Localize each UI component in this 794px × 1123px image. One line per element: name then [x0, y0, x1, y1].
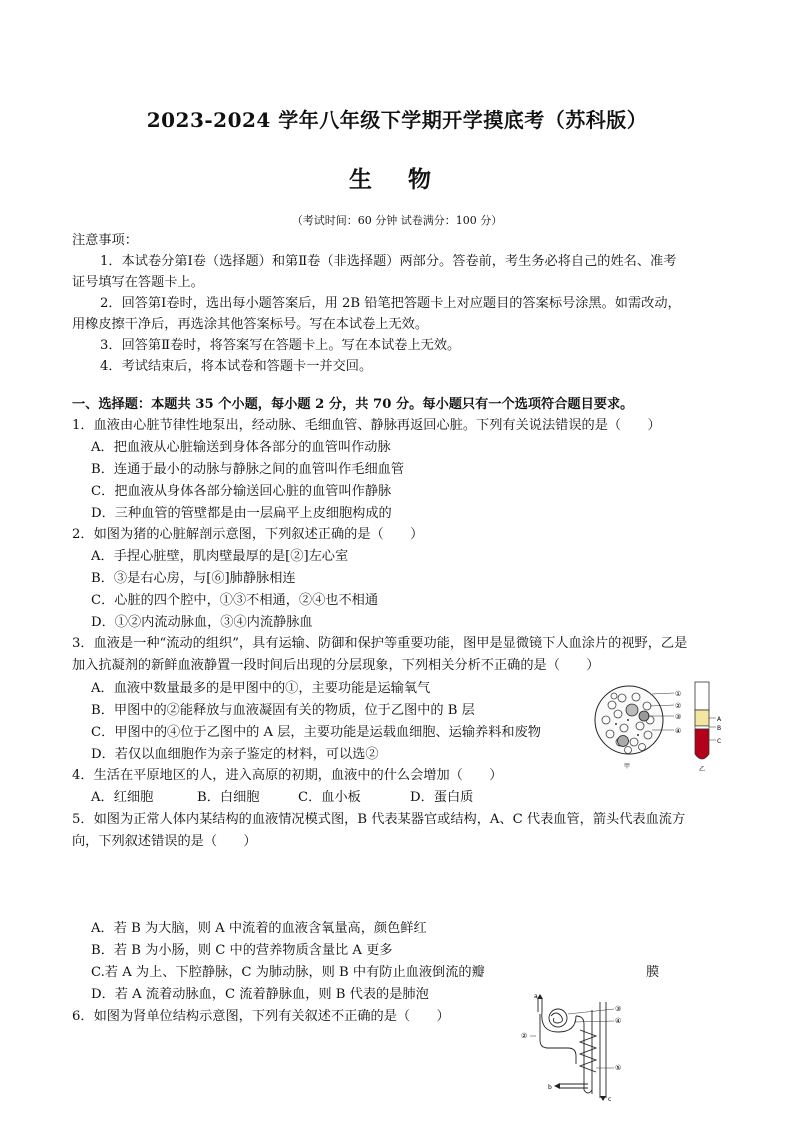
q4-option-c: C．血小板	[298, 790, 361, 805]
nephron-label-2: ②	[521, 1032, 528, 1040]
blood-figure	[592, 680, 727, 772]
q5-option-b: B．若 B 为小肠，则 C 中的营养物质含量比 A 更多	[91, 943, 393, 958]
nephron-label-b: b	[548, 1084, 552, 1091]
q2-option-c: C．心脏的四个腔中，①③不相通，②④也不相通	[91, 593, 379, 608]
q3-stem-line-1: 3．血液是一种“流动的组织”，具有运输、防御和保护等重要功能，图甲是显微镜下人血涂片的视野，乙是	[72, 636, 688, 651]
test-tube-diagram	[695, 682, 722, 772]
q5-option-a: A．若 B 为大脑，则 A 中流着的血液含氧量高，颜色鲜红	[91, 921, 427, 936]
smear-label-3: ③	[675, 713, 682, 721]
q5-option-c: C.若 A 为上、下腔静脉，C 为肺动脉，则 B 中有防止血液倒流的瓣	[91, 965, 485, 980]
note-2-line-2: 用橡皮擦干净后，再选涂其他答案标号。写在本试卷上无效。	[72, 317, 429, 332]
note-4: 4．考试结束后，将本试卷和答题卡一并交回。	[100, 359, 373, 374]
q3-option-a: A．血液中数量最多的是甲图中的①，主要功能是运输氧气	[91, 681, 431, 696]
section-1-heading	[72, 394, 633, 415]
tube-caption: 乙	[699, 766, 706, 772]
q1-option-a: A．把血液从心脏输送到身体各部分的血管叫作动脉	[91, 440, 391, 455]
nephron-label-5: ⑤	[615, 1064, 622, 1072]
q1-option-c: C．把血液从身体各部分输送回心脏的血管叫作静脉	[91, 484, 392, 499]
q1-stem: 1．血液由心脏节律性地泵出，经动脉、毛细血管、静脉再返回心脏。下列有关说法错误的是（ ）	[72, 418, 661, 433]
nephron-label-4: ④	[615, 1017, 622, 1025]
q5-stem-line-2: 向，下列叙述错误的是（ ）	[72, 834, 257, 849]
note-1-line-1: 1．本试卷分第Ⅰ卷（选择题）和第Ⅱ卷（非选择题）两部分。答卷前，考生务必将自己的姓名、准考	[100, 254, 677, 269]
q4-option-a: A．红细胞	[91, 790, 154, 805]
q5-stem-line-1: 5．如图为正常人体内某结构的血液情况模式图，B 代表某器官或结构，A、C 代表血管，箭头代表血流方	[72, 812, 686, 827]
q2-stem: 2．如图为猪的心脏解剖示意图，下列叙述正确的是（ ）	[72, 527, 424, 542]
q2-option-d: D．①②内流动脉血，③④内流静脉血	[91, 615, 313, 630]
notes-heading: 注意事项：	[72, 233, 138, 248]
note-3: 3．回答第Ⅱ卷时，将答案写在答题卡上。写在本试卷上无效。	[100, 338, 461, 353]
q1-option-b: B．连通于最小的动脉与静脉之间的血管叫作毛细血管	[91, 462, 405, 477]
q3-option-c: C．甲图中的④位于乙图中的 A 层，主要功能是运载血细胞、运输养料和废物	[91, 725, 541, 740]
q1-option-d: D．三种血管的管壁都是由一层扁平上皮细胞构成的	[91, 506, 392, 521]
tube-label-a: A	[717, 716, 722, 723]
smear-label-1: ①	[675, 690, 682, 698]
q4-option-b: B．白细胞	[197, 790, 260, 805]
q2-option-a: A．手捏心脏壁，肌肉壁最厚的是[②]左心室	[91, 549, 349, 564]
q3-option-d: D．若仅以血细胞作为亲子鉴定的材料，可以选②	[91, 747, 379, 762]
nephron-label-3: ③	[615, 1005, 622, 1013]
q4-stem: 4．生活在平原地区的人，进入高原的初期，血液中的什么会增加（ ）	[72, 768, 503, 783]
q5-option-c-tail: 膜	[646, 965, 660, 980]
nephron-label-c: c	[608, 1096, 612, 1102]
q4-option-d: D．蛋白质	[410, 790, 474, 805]
tube-label-c: C	[717, 738, 722, 745]
blood-smear-diagram	[595, 686, 681, 770]
note-2-line-1: 2．回答第Ⅰ卷时，选出每小题答案后，用 2B 铅笔把答题卡上对应题目的答案标号涂黑。如需改动，	[100, 296, 681, 311]
q6-stem: 6．如图为肾单位结构示意图，下列有关叙述不正确的是（ ）	[72, 1009, 450, 1024]
exam-title: 2023-2024 学年八年级下学期开学摸底考（苏科版）	[146, 108, 648, 132]
q3-stem-line-2: 加入抗凝剂的新鲜血液静置一段时间后出现的分层现象，下列相关分析不正确的是（ ）	[72, 658, 600, 673]
smear-label-2: ②	[675, 702, 682, 710]
q3-option-b: B．甲图中的②能释放与血液凝固有关的物质，位于乙图中的 B 层	[91, 703, 475, 718]
smear-caption: 甲	[624, 763, 631, 770]
nephron-diagram	[518, 990, 638, 1102]
tube-label-b: B	[717, 725, 722, 732]
q5-option-d: D．若 A 流着动脉血，C 流着静脉血，则 B 代表的是肺泡	[91, 987, 429, 1002]
note-1-line-2: 证号填写在答题卡上。	[72, 275, 204, 290]
section-1-number: 一、	[72, 397, 99, 412]
smear-label-4: ④	[675, 727, 682, 735]
exam-time-info: （考试时间：60 分钟 试卷满分：100 分）	[291, 214, 503, 227]
section-1-text: 选择题：本题共 35 个小题，每小题 2 分，共 70 分。每小题只有一个选项符合题目要求。	[98, 397, 634, 412]
subject-title: 生 物	[348, 166, 445, 193]
nephron-label-a: a	[534, 993, 538, 1000]
q2-option-b: B．③是右心房，与[⑥]肺静脉相连	[91, 571, 296, 586]
